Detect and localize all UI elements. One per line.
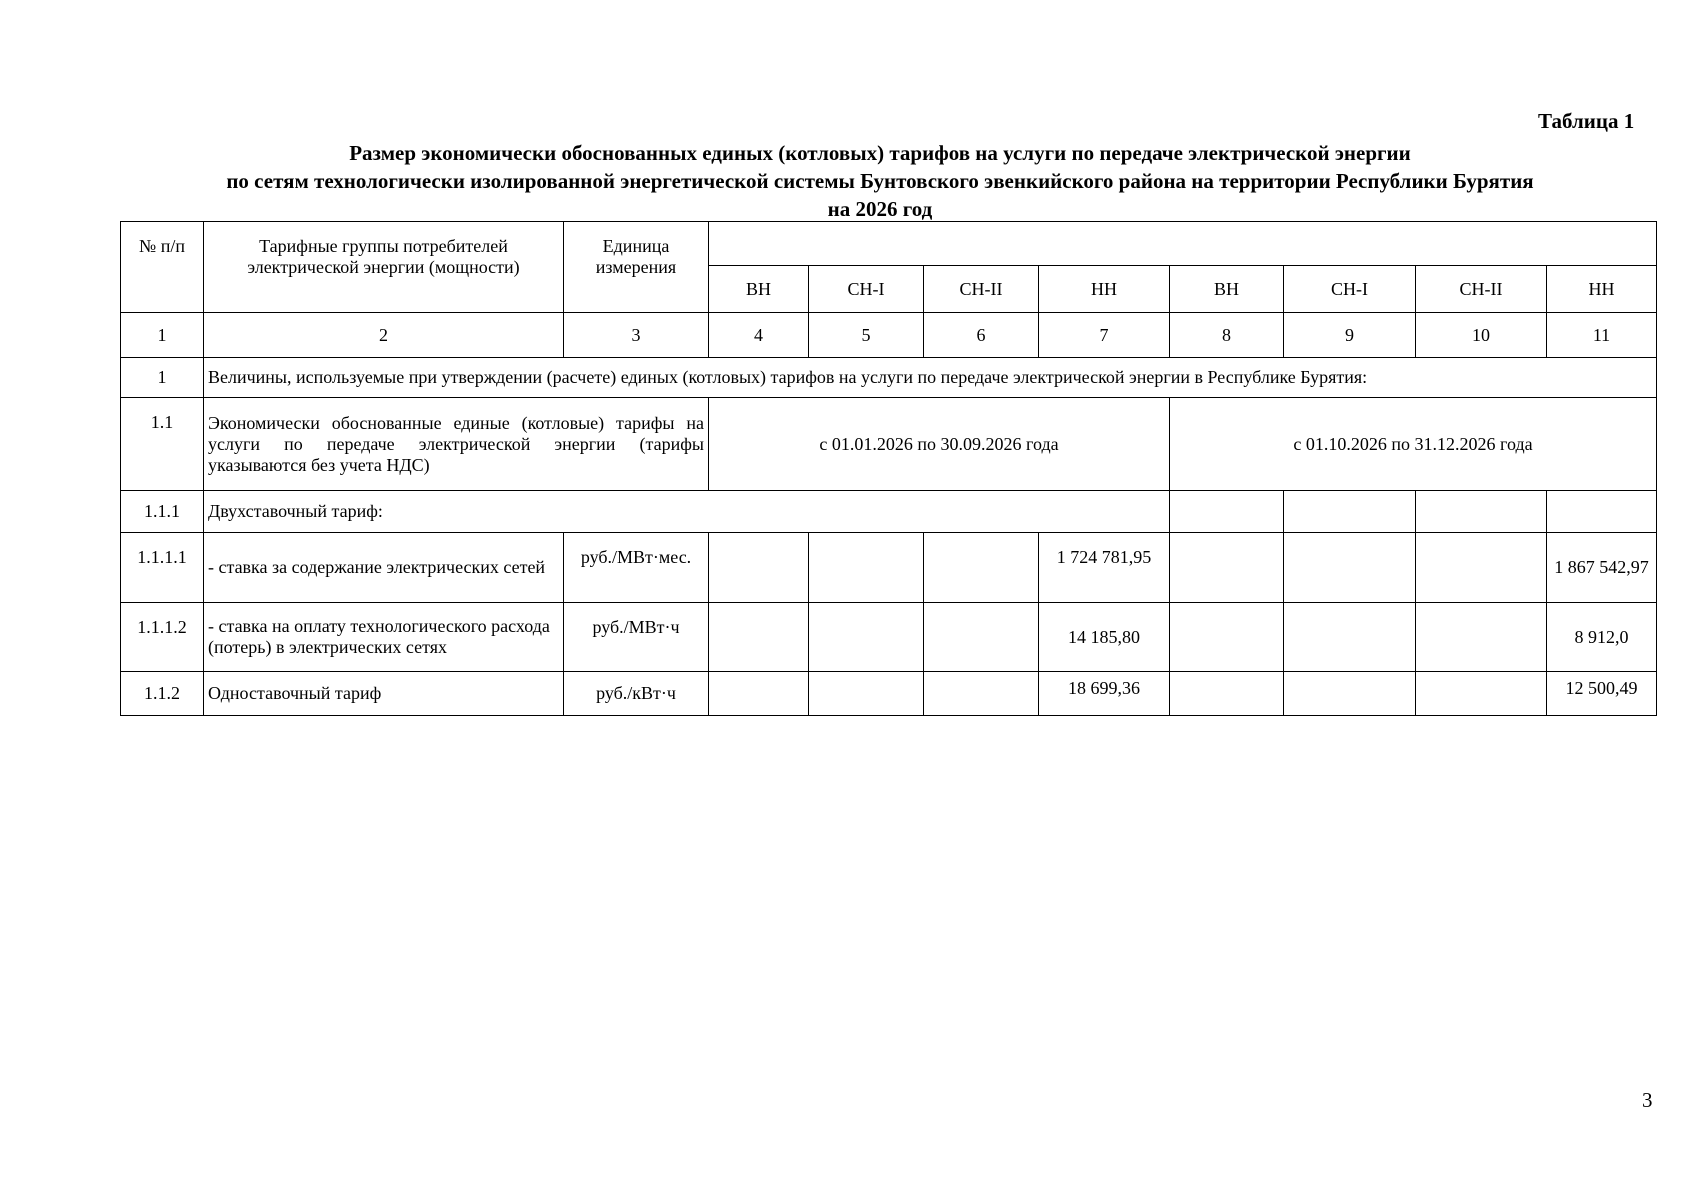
empty-cell (709, 603, 809, 672)
row-text: - ставка на оплату технологического расхода (потерь) в электрических сетях (204, 603, 564, 672)
row-unit: руб./МВт·ч (564, 603, 709, 672)
level-header: НН (1039, 266, 1170, 313)
empty-cell (924, 603, 1039, 672)
row-unit: руб./МВт·мес. (564, 533, 709, 603)
header-groups: Тарифные группы потребителей электрической энергии (мощности) (204, 222, 564, 313)
level-header: ВН (1170, 266, 1284, 313)
column-number: 2 (204, 313, 564, 358)
table-row (121, 491, 1657, 533)
period-second: с 01.10.2026 по 31.12.2026 года (1170, 398, 1657, 491)
column-number: 11 (1547, 313, 1657, 358)
table-row (121, 672, 1657, 716)
value-nn-period1: 1 724 781,95 (1039, 533, 1170, 603)
header-unit: Единица измерения (564, 222, 709, 313)
value-nn-period1: 14 185,80 (1039, 603, 1170, 672)
empty-cell (1416, 533, 1547, 603)
row-number: 1.1.1.2 (121, 603, 204, 672)
document-title-line-1: Размер экономически обоснованных единых (котловых) тарифов на услуги по передаче электрической энергии (349, 141, 1411, 165)
section-text: Величины, используемые при утверждении (расчете) единых (котловых) тарифов на услуги по передаче электрической энергии в Республике Бурятия: (204, 358, 1657, 398)
row-number: 1 (121, 358, 204, 398)
empty-cell (1284, 672, 1416, 716)
column-number: 4 (709, 313, 809, 358)
empty-cell (809, 672, 924, 716)
empty-cell (1284, 603, 1416, 672)
row-number: 1.1.1 (121, 491, 204, 533)
row-number: 1.1.2 (121, 672, 204, 716)
column-number: 7 (1039, 313, 1170, 358)
empty-cell (809, 533, 924, 603)
row-text: Экономически обоснованные единые (котловые) тарифы на услуги по передаче электрической энергии (тарифы указываются без учета НДС) (204, 398, 709, 491)
empty-cell (809, 603, 924, 672)
empty-cell (1170, 672, 1284, 716)
empty-cell (709, 672, 809, 716)
value-nn-period2: 12 500,49 (1547, 672, 1657, 716)
row-unit: руб./кВт·ч (564, 672, 709, 716)
column-number: 3 (564, 313, 709, 358)
empty-cell (1284, 533, 1416, 603)
empty-cell (1416, 672, 1547, 716)
row-text: Одноставочный тариф (204, 672, 564, 716)
empty-cell (1416, 491, 1547, 533)
table-row (121, 533, 1657, 603)
level-header: СН-I (809, 266, 924, 313)
tariff-table (120, 221, 1657, 716)
table-label: Таблица 1 (1538, 109, 1635, 133)
column-number: 9 (1284, 313, 1416, 358)
empty-cell (1547, 491, 1657, 533)
value-nn-period2: 1 867 542,97 (1547, 533, 1657, 603)
row-text: - ставка за содержание электрических сетей (204, 533, 564, 603)
level-header: СН-II (1416, 266, 1547, 313)
empty-cell (1170, 603, 1284, 672)
empty-cell (1416, 603, 1547, 672)
row-number: 1.1 (121, 398, 204, 491)
period-first: с 01.01.2026 по 30.09.2026 года (709, 398, 1170, 491)
header-levels-group (709, 222, 1657, 266)
value-nn-period2: 8 912,0 (1547, 603, 1657, 672)
document-title-line-2: по сетям технологически изолированной энергетической системы Бунтовского эвенкийского района на территории Республики Бурятия (226, 169, 1534, 193)
table-row (121, 398, 1657, 491)
empty-cell (924, 533, 1039, 603)
empty-cell (1284, 491, 1416, 533)
column-number: 10 (1416, 313, 1547, 358)
empty-cell (1170, 491, 1284, 533)
value-nn-period1: 18 699,36 (1039, 672, 1170, 716)
empty-cell (709, 533, 809, 603)
column-number: 1 (121, 313, 204, 358)
column-number-row (121, 313, 1657, 358)
row-number: 1.1.1.1 (121, 533, 204, 603)
level-header: НН (1547, 266, 1657, 313)
empty-cell (1170, 533, 1284, 603)
level-header: СН-I (1284, 266, 1416, 313)
document-title-line-3: на 2026 год (827, 197, 933, 221)
section-row (121, 358, 1657, 398)
header-row (121, 222, 1657, 266)
page-number: 3 (1642, 1088, 1653, 1112)
column-number: 6 (924, 313, 1039, 358)
column-number: 5 (809, 313, 924, 358)
empty-cell (924, 672, 1039, 716)
header-num: № п/п (121, 222, 204, 313)
level-header: ВН (709, 266, 809, 313)
row-text: Двухставочный тариф: (204, 491, 1170, 533)
level-header: СН-II (924, 266, 1039, 313)
column-number: 8 (1170, 313, 1284, 358)
table-row (121, 603, 1657, 672)
